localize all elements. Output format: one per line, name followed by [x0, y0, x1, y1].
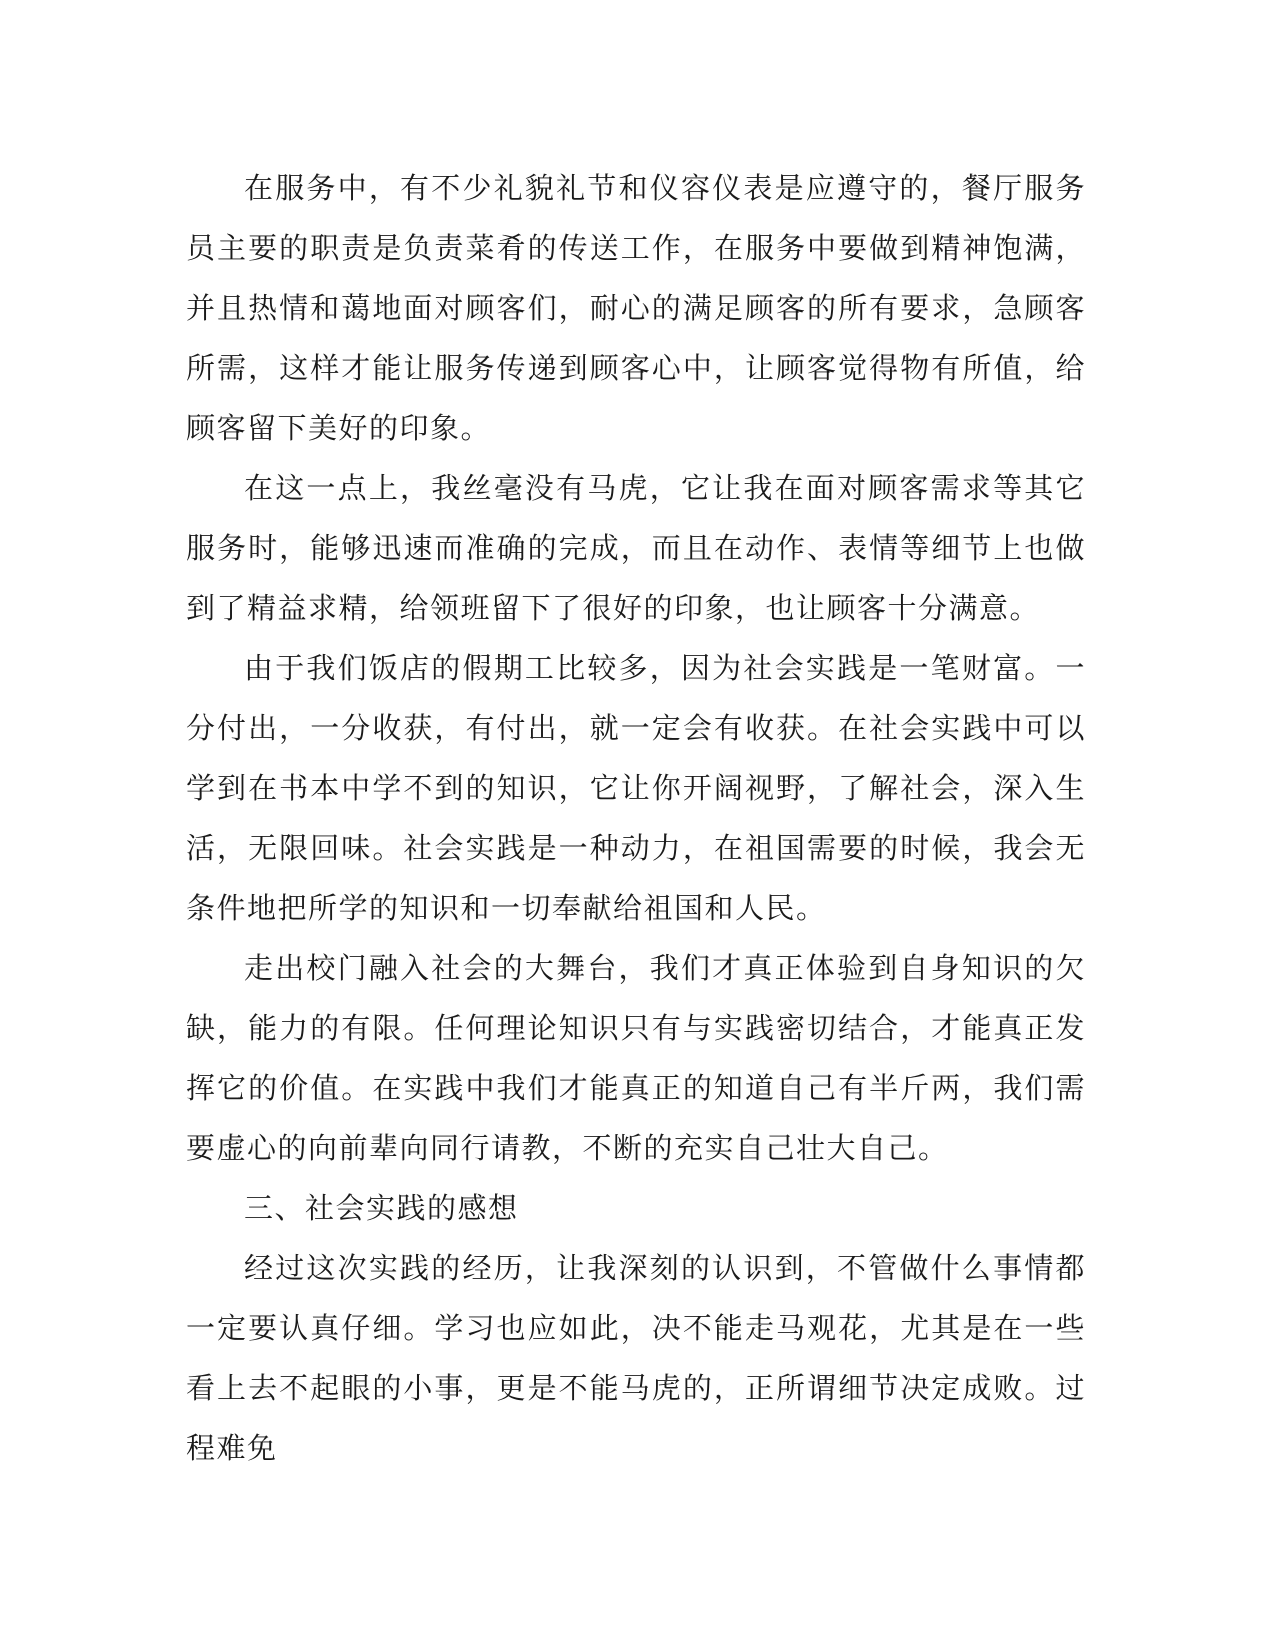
paragraph-service-etiquette: 在服务中，有不少礼貌礼节和仪容仪表是应遵守的，餐厅服务员主要的职责是负责菜肴的传送工作，在服务中要做到精神饱满，并且热情和蔼地面对顾客们，耐心的满足顾客的所有要求，急顾客所需，这样才能让服务传递到顾客心中，让顾客觉得物有所值，给顾客留下美好的印象。: [186, 171, 1086, 445]
document-body: [186, 158, 1086, 1478]
section-heading: 三、社会实践的感想: [244, 1191, 519, 1225]
paragraph-entering-society: 走出校门融入社会的大舞台，我们才真正体验到自身知识的欠缺，能力的有限。任何理论知识只有与实践密切结合，才能真正发挥它的价值。在实践中我们才能真正的知道自己有半斤两，我们需要虚心的向前辈向同行请教，不断的充实自己壮大自己。: [186, 951, 1086, 1165]
paragraph-attention-to-detail: 在这一点上，我丝毫没有马虎，它让我在面对顾客需求等其它服务时，能够迅速而准确的完成，而且在动作、表情等细节上也做到了精益求精，给领班留下了很好的印象，也让顾客十分满意。: [186, 471, 1086, 625]
paragraph-social-practice-value: 由于我们饭店的假期工比较多，因为社会实践是一笔财富。一分付出，一分收获，有付出，就一定会有收获。在社会实践中可以学到在书本中学不到的知识，它让你开阔视野，了解社会，深入生活，无限回味。社会实践是一种动力，在祖国需要的时候，我会无条件地把所学的知识和一切奉献给祖国和人民。: [186, 651, 1086, 925]
paragraph-reflections: 经过这次实践的经历，让我深刻的认识到，不管做什么事情都一定要认真仔细。学习也应如此，决不能走马观花，尤其是在一些看上去不起眼的小事，更是不能马虎的，正所谓细节决定成败。过程难免: [186, 1251, 1086, 1465]
